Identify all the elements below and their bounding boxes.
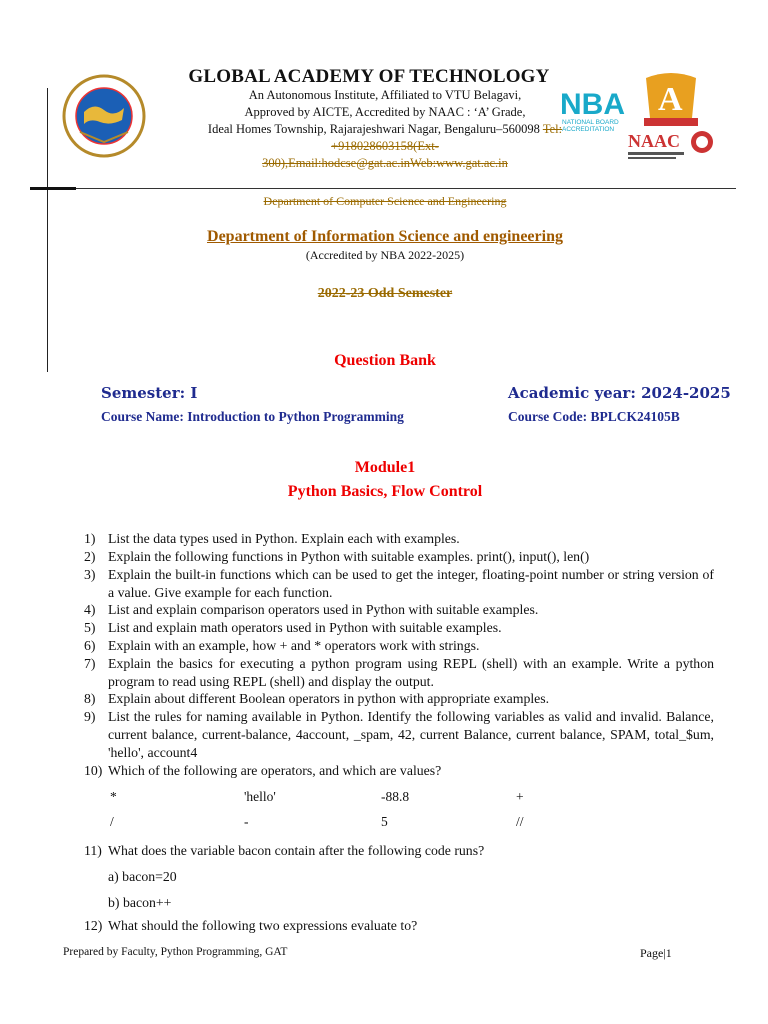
- symbol-cell: 'hello': [244, 789, 276, 804]
- symbol-cell: *: [110, 789, 117, 804]
- question-text: Which of the following are operators, and which are values?: [108, 763, 442, 778]
- old-semester: 2022-23 Odd Semester: [317, 286, 453, 301]
- code-option: a) bacon=20: [108, 869, 177, 884]
- footer-prepared-by: Prepared by Faculty, Python Programming, GAT: [63, 946, 288, 958]
- question-number: 9): [84, 709, 96, 724]
- phone-line: +918028603158(Ext-: [331, 139, 439, 153]
- question-number: 4): [84, 602, 96, 617]
- question-text: Explain about different Boolean operators in python with appropriate examples.: [108, 691, 550, 706]
- module-title: Python Basics, Flow Control: [287, 483, 483, 500]
- question-item: [84, 917, 714, 935]
- question-item: [84, 762, 714, 780]
- semester: Semester: I: [101, 384, 198, 402]
- module-number: Module1: [354, 459, 416, 476]
- question-item: [84, 637, 714, 655]
- symbol-cell: +: [516, 789, 524, 804]
- nba-logo: [558, 84, 628, 134]
- question-number: 2): [84, 549, 96, 564]
- approval-line: Approved by AICTE, Accredited by NAAC : ‘A’ Grade,: [244, 105, 526, 119]
- symbol-cell: /: [110, 814, 114, 829]
- question-item: [84, 690, 714, 708]
- question-number: 3): [84, 567, 96, 582]
- question-number: 10): [84, 763, 103, 778]
- question-text: What does the variable bacon contain after the following code runs?: [108, 843, 485, 858]
- accreditation: (Accredited by NBA 2022-2025): [305, 248, 465, 262]
- email-web-line: 300),Email:hodcse@gat.ac.inWeb:www.gat.ac.in: [262, 156, 508, 170]
- question-item: [84, 566, 714, 602]
- naac-logo-text: NAAC: [628, 131, 680, 151]
- question-text: Explain the following functions in Python with suitable examples. print(), input(), len(): [108, 549, 590, 564]
- question-item: [84, 619, 714, 637]
- document-title: Question Bank: [334, 352, 436, 369]
- affiliation-line: An Autonomous Institute, Affiliated to VTU Belagavi,: [248, 88, 522, 102]
- naac-logo: [626, 70, 716, 162]
- question-text: Explain the built-in functions which can be used to get the integer, floating-point number or string version of a value. Give example for each function.: [108, 567, 714, 600]
- question-number: 7): [84, 656, 96, 671]
- header-divider: [30, 188, 736, 189]
- question-item: [84, 530, 714, 548]
- institute-name: GLOBAL ACADEMY OF TECHNOLOGY: [188, 66, 550, 87]
- symbol-cell: //: [516, 814, 524, 829]
- question-item: [84, 655, 714, 691]
- question-number: 8): [84, 691, 96, 706]
- question-text: List and explain math operators used in Python with suitable examples.: [108, 620, 502, 635]
- nba-logo-text: NBA: [560, 88, 625, 121]
- page-number: Page|1: [640, 946, 672, 960]
- question-item: [84, 601, 714, 619]
- naac-grade-letter: A: [658, 81, 683, 118]
- old-department: Department of Computer Science and Engineering: [263, 194, 507, 208]
- question-text: Explain with an example, how + and * operators work with strings.: [108, 638, 480, 653]
- question-number: 11): [84, 843, 102, 858]
- address-tel: Tel:: [542, 122, 563, 136]
- question-number: 6): [84, 638, 96, 653]
- question-text: Explain the basics for executing a python program using REPL (shell) with an example. Write a python program to read using REPL (shell) and display the output.: [108, 656, 714, 689]
- code-option: b) bacon++: [108, 895, 172, 910]
- symbol-cell: -88.8: [381, 789, 410, 804]
- question-number: 12): [84, 918, 103, 933]
- question-text: List the rules for naming available in Python. Identify the following variables as valid and invalid. Balance, current balance, current-balance, 4account, _spam, 42, current Balance, current balance, SPAM, total_$um, 'hello', account4: [108, 709, 714, 760]
- course-code: Course Code: BPLCK24105B: [508, 409, 680, 424]
- course-name: Course Name: Introduction to Python Programming: [101, 409, 404, 424]
- question-item: [84, 842, 714, 860]
- question-item: [84, 548, 714, 566]
- question-number: 1): [84, 531, 96, 546]
- header-divider-accent: [30, 187, 76, 190]
- address-text: Ideal Homes Township, Rajarajeshwari Nagar, Bengaluru–560098: [207, 122, 540, 136]
- department-title: Department of Information Science and engineering: [207, 228, 563, 245]
- address-line: [170, 121, 600, 138]
- question-number: 5): [84, 620, 96, 635]
- academic-year: Academic year: 2024-2025: [508, 384, 731, 402]
- nba-logo-sub2: ACCREDITATION: [562, 126, 615, 133]
- question-text: List the data types used in Python. Explain each with examples.: [108, 531, 460, 546]
- symbol-cell: 5: [381, 814, 388, 829]
- question-text: What should the following two expressions evaluate to?: [108, 918, 418, 933]
- question-text: List and explain comparison operators used in Python with suitable examples.: [108, 602, 539, 617]
- nba-logo-sub1: NATIONAL BOARD: [562, 119, 619, 126]
- symbol-cell: -: [244, 814, 249, 829]
- question-item: [84, 708, 714, 761]
